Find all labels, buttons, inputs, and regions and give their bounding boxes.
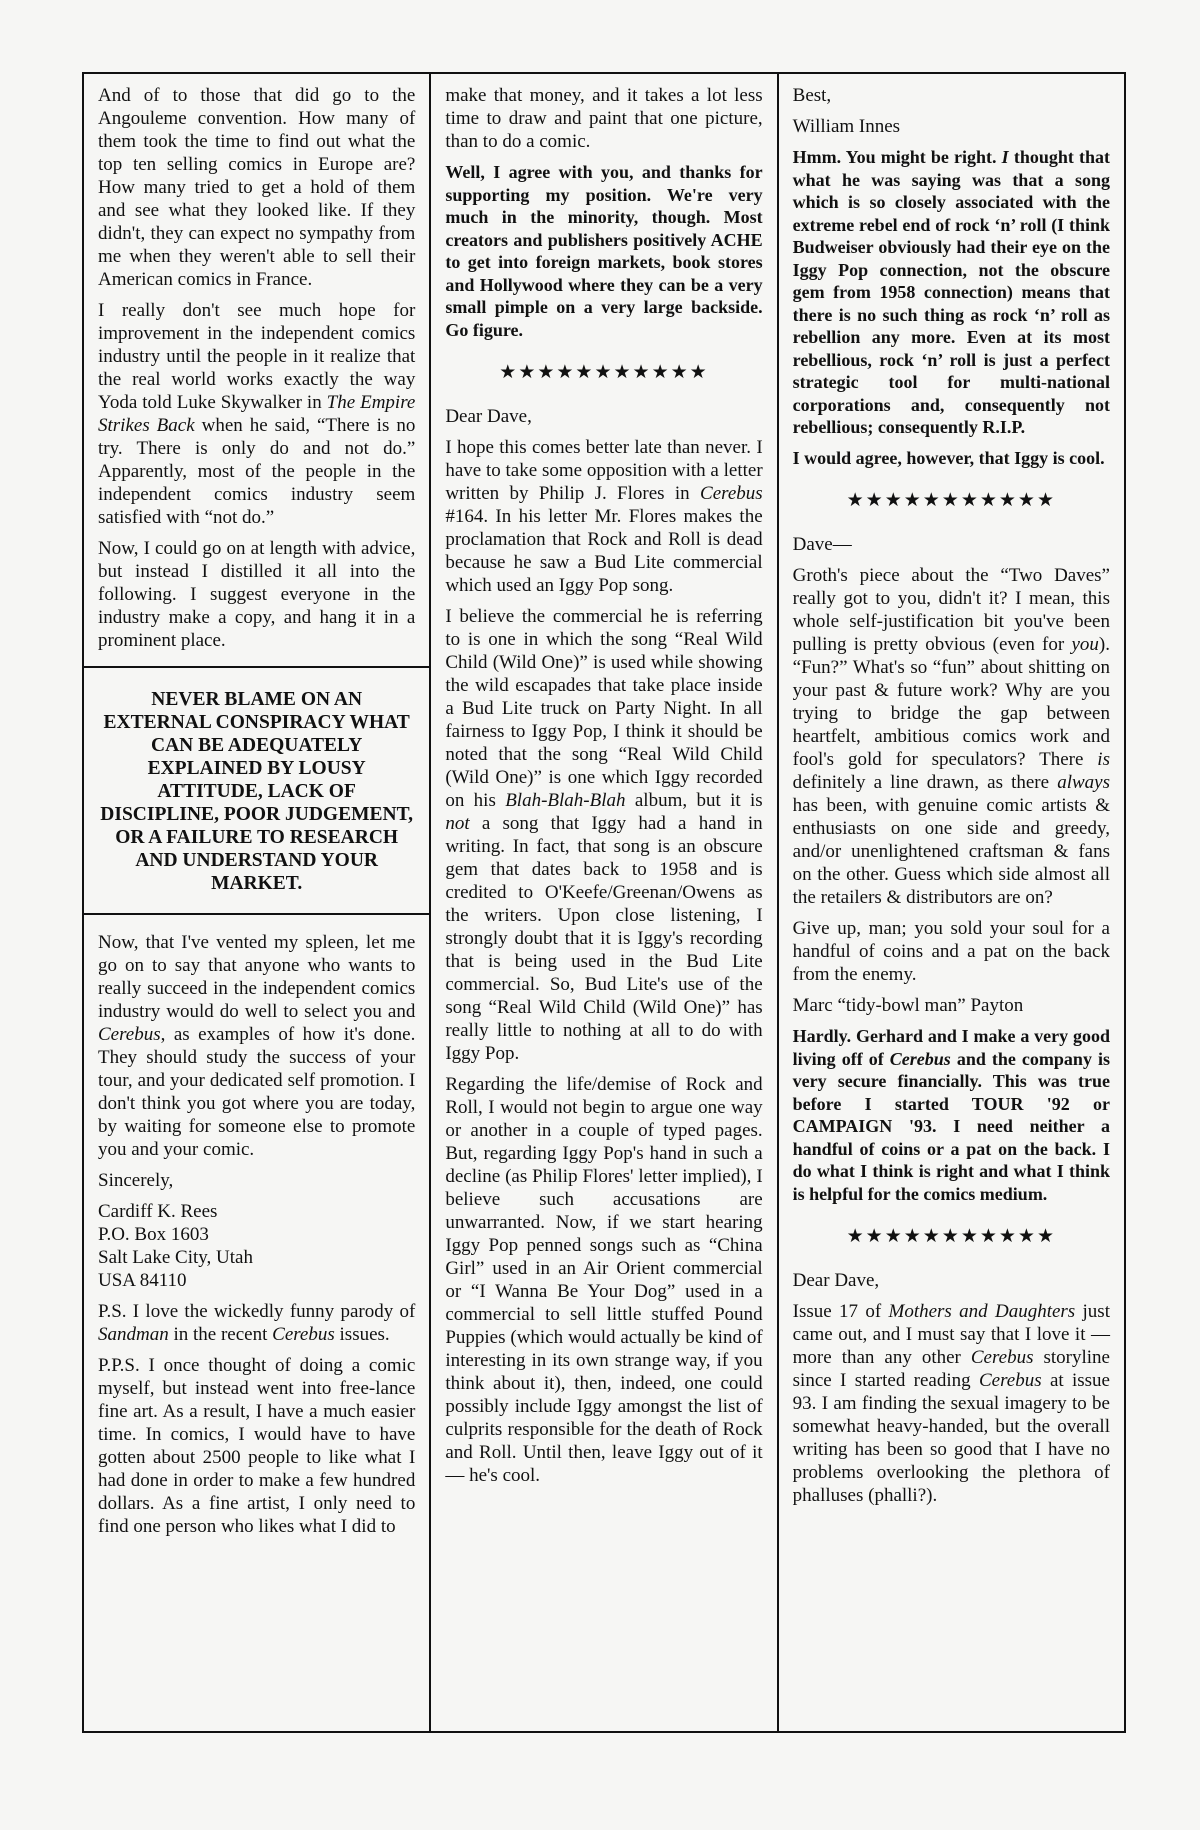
paragraph: Groth's piece about the “Two Daves” really got to you, didn't it? I mean, this whole self-justification bit you've been pulling is pretty obvious (even for you). “Fun?” What's so “fun” about shitting on your past & future work? Why are you trying to bridge the gap between heartfelt, ambitious comics work and fool's gold for speculators? There is definitely a line drawn, as there always has been, with genuine comic artists & enthusiasts on one side and greedy, and/or unenlightened craftsman & fans on the other. Guess which side almost all the retailers & distributors are on?: [792, 565, 1110, 908]
paragraph: Now, I could go on at length with advice, but instead I distilled it all into the following. I suggest everyone in the industry make a copy, and hang it in a prominent place.: [98, 538, 416, 651]
address-line: Salt Lake City, Utah: [98, 1247, 253, 1268]
editor-reply: Well, I agree with you, and thanks for supporting my position. We're very much in the minority, though. Most creators and publishers positively ACHE to get into foreign markets, book stores and Hollywood where they can be a very small pimple on a very large backside. Go figure.: [445, 162, 763, 340]
paragraph: Regarding the life/demise of Rock and Roll, I would not begin to argue one way or another in a couple of typed pages. But, regarding Iggy Pop's hand in such a decline (as Philip Flores' letter implied), I believe such accusations are unwarranted. Now, if we start hearing Iggy Pop penned songs such as “China Girl” used in an Air Orient commercial or “I Wanna Be Your Dog” used in a commercial to sell little stuffed Pound Puppies (which would actually be kind of interesting in its own strange way, if you think about it), then, indeed, one could possibly include Iggy amongst the list of culprits responsible for the death of Rock and Roll. Until then, leave Iggy out of it — he's cool.: [445, 1074, 763, 1486]
signoff: Best,: [792, 85, 832, 106]
column-3: [777, 74, 1124, 1731]
signature: William Innes: [792, 116, 901, 137]
address-line: USA 84110: [98, 1270, 187, 1291]
column-1: [84, 74, 429, 1731]
motto-box: NEVER BLAME ON AN EXTERNAL CONSPIRACY WHAT CAN BE ADEQUATELY EXPLAINED BY LOUSY ATTITUDE, LACK OF DISCIPLINE, POOR JUDGEMENT, OR A FAILURE TO RESEARCH AND UNDERSTAND YOUR MARKET.: [84, 666, 429, 915]
address-line: Cardiff K. Rees: [98, 1201, 218, 1222]
paragraph: I hope this comes better late than never. I have to take some opposition with a letter written by Philip J. Flores in Cerebus #164. In his letter Mr. Flores makes the proclamation that Rock and Roll is dead because he saw a Bud Lite commercial which used an Iggy Pop song.: [445, 437, 763, 596]
signature: Marc “tidy-bowl man” Payton: [792, 995, 1024, 1016]
paragraph: I believe the commercial he is referring to is one in which the song “Real Wild Child (Wild One)” is used while showing the wild escapades that take place inside a Bud Lite truck on Party Night. In all fairness to Iggy Pop, I think it should be noted that the song “Real Wild Child (Wild One)” is one which Iggy recorded on his Blah-Blah-Blah album, but it is not a song that Iggy had a hand in writing. In fact, that song is an obscure gem that dates back to 1958 and is credited to O'Keefe/Greenan/Owens as the writers. Upon close listening, I strongly doubt that it is Iggy's recording that is being used in the Bud Lite commercial. So, Bud Lite's use of the song “Real Wild Child (Wild One)” has really little to nothing at all to do with Iggy Pop.: [445, 606, 763, 1064]
star-divider: ★★★★★★★★★★★: [846, 1225, 1056, 1247]
postscript: P.P.S. I once thought of doing a comic myself, but instead went into free-lance fine art. As a result, I have a much easier time. In comics, I would have to have gotten about 2500 people to like what I had done in order to make a few hundred dollars. As a fine artist, I only need to find one person who likes what I did to: [98, 1355, 416, 1537]
column-2: [429, 74, 776, 1731]
editor-reply: Hmm. You might be right. I thought that what he was saying was that a song which is so closely associated with the extreme rebel end of rock ‘n’ roll (I think Budweiser obviously had their eye on the Iggy Pop connection, not the obscure gem from 1958 connection) means that there is no such thing as rock ‘n’ roll as rebellion any more. Even at its most rebellious, rock ‘n’ roll is just a perfect strategic tool for multi-national corporations and, consequently not rebellious; consequently R.I.P.: [792, 147, 1110, 437]
postscript: P.S. I love the wickedly funny parody of Sandman in the recent Cerebus issues.: [98, 1301, 416, 1345]
address-line: P.O. Box 1603: [98, 1224, 209, 1245]
paragraph: Issue 17 of Mothers and Daughters just came out, and I must say that I love it — more than any other Cerebus storyline since I started reading Cerebus at issue 93. I am finding the sexual imagery to be somewhat heavy-handed, but the overall writing has been so good that I have no problems overlooking the plethora of phalluses (phalli?).: [792, 1301, 1110, 1506]
salutation: Dear Dave,: [792, 1270, 880, 1291]
paragraph: And of to those that did go to the Angouleme convention. How many of them took the time to find out what the top ten selling comics in Europe are? How many tried to get a hold of them and see what they looked like. If they didn't, they can expect no sympathy from me when they weren't able to sell their American comics in France.: [98, 85, 416, 290]
editor-reply: Hardly. Gerhard and I make a very good living off of Cerebus and the company is very secure financially. This was true before I started TOUR '92 or CAMPAIGN '93. I need neither a handful of coins or a pat on the back. I do what I think is right and what I think is helpful for the comics medium.: [792, 1026, 1110, 1204]
paragraph: Give up, man; you sold your soul for a handful of coins and a pat on the back from the enemy.: [792, 918, 1110, 985]
star-divider: ★★★★★★★★★★★: [499, 361, 709, 383]
editor-reply: I would agree, however, that Iggy is cool.: [792, 447, 1105, 468]
salutation: Dave—: [792, 534, 852, 555]
salutation: Dear Dave,: [445, 406, 532, 427]
star-divider: ★★★★★★★★★★★: [846, 489, 1056, 511]
address-block: [98, 1200, 415, 1292]
paragraph: Now, that I've vented my spleen, let me go on to say that anyone who wants to really succeed in the independent comics industry would do well to select you and Cerebus, as examples of how it's done. They should study the success of your tour, and your dedicated self promotion. I don't think you got where you are today, by waiting for someone else to promote you and your comic.: [98, 932, 416, 1160]
paragraph: I really don't see much hope for improvement in the independent comics industry until the people in it realize that the real world works exactly the way Yoda told Luke Skywalker in The Empire Strikes Back when he said, “There is no try. There is only do and not do.” Apparently, most of the people in the independent comics industry seem satisfied with “not do.”: [98, 300, 416, 528]
signoff: Sincerely,: [98, 1170, 174, 1191]
letters-page: [82, 72, 1126, 1733]
paragraph: make that money, and it takes a lot less time to draw and paint that one picture, than to do a comic.: [445, 85, 763, 152]
